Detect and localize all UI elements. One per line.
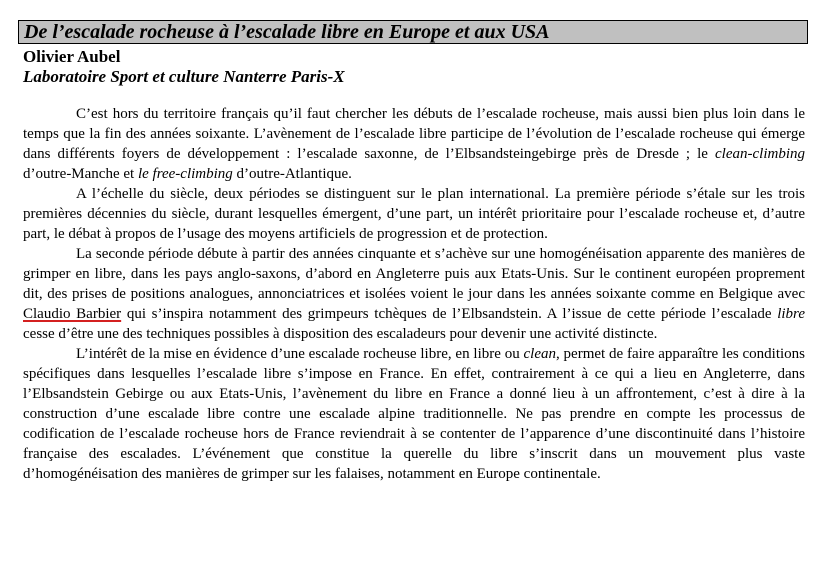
italic-term: clean-climbing [715, 146, 805, 162]
title-bar [18, 20, 808, 44]
paragraph-3 [23, 244, 805, 344]
underlined-name: Claudio Barbier [23, 306, 122, 322]
text-run: d’outre-Manche et [23, 166, 138, 182]
text-run: L’intérêt de la mise en évidence d’une escalade rocheuse libre, en libre ou [76, 346, 524, 362]
paragraph-1 [23, 104, 805, 184]
author-affiliation: Laboratoire Sport et culture Nanterre Paris-X [23, 67, 345, 86]
author-name: Olivier Aubel [23, 47, 121, 66]
article-body [23, 104, 805, 484]
text-run: , permet de faire apparaître les conditions spécifiques dans lesquelles l’escalade libre s’impose en France. En effet, contrairement à ce qui a lieu en Angleterre, dans l’Elbsandstein Gebirge ou aux Etats-Unis, l’avènement du libre en France a donné lieu à un affrontement, c’est à dire à la construction d’une escalade libre contre une escalade alpine traditionnelle. Ne pas prendre en compte les processus de codification de l’escalade rocheuse hors de France reviendrait à se contenter de l’apparence d’une discontinuité dans l’histoire française des escalades. L’événement que constitue la querelle du libre s’inscrit dans un mouvement plus vaste d’homogénéisation des manières de grimper sur les falaises, notamment en Europe continentale. [23, 346, 805, 482]
article-title: De l’escalade rocheuse à l’escalade libre en Europe et aux USA [24, 21, 550, 43]
paragraph-2: A l’échelle du siècle, deux périodes se distinguent sur le plan international. La première période s’étale sur les trois premières décennies du siècle, durant lesquelles émergent, d’une part, un intérêt prioritaire pour l’escalade rocheuse et, d’autre part, le débat à propos de l’usage des moyens artificiels de progression et de protection. [23, 186, 805, 242]
text-run: qui s’inspira notamment des grimpeurs tchèques de l’Elbsandstein. A l’issue de cette période l’escalade [121, 306, 778, 322]
text-run: cesse d’être une des techniques possibles à disposition des escaladeurs pour devenir une activité distincte. [23, 326, 658, 342]
text-run: d’outre-Atlantique. [232, 166, 352, 182]
text-run: C’est hors du territoire français qu’il faut chercher les débuts de l’escalade rocheuse, mais aussi bien plus loin dans le temps que la fin des années soixante. L’avènement de l’escalade libre participe de l’évolution de l’escalade rocheuse qui émerge dans différents foyers de développement : l’escalade saxonne, de l’Elbsandsteingebirge près de Dresde ; le [23, 106, 805, 162]
italic-term: le free-climbing [137, 166, 233, 182]
italic-term: libre [777, 306, 805, 322]
paragraph-4 [23, 344, 805, 484]
text-run: La seconde période débute à partir des années cinquante et s’achève sur une homogénéisation apparente des manières de grimper en libre, dans les pays anglo-saxons, d’abord en Angleterre puis aux Etats-Unis. Sur le continent européen proprement dit, des prises de positions analogues, annonciatrices et isolées voient le jour dans les années soixante comme en Belgique avec [23, 246, 805, 302]
italic-term: clean [523, 346, 556, 362]
